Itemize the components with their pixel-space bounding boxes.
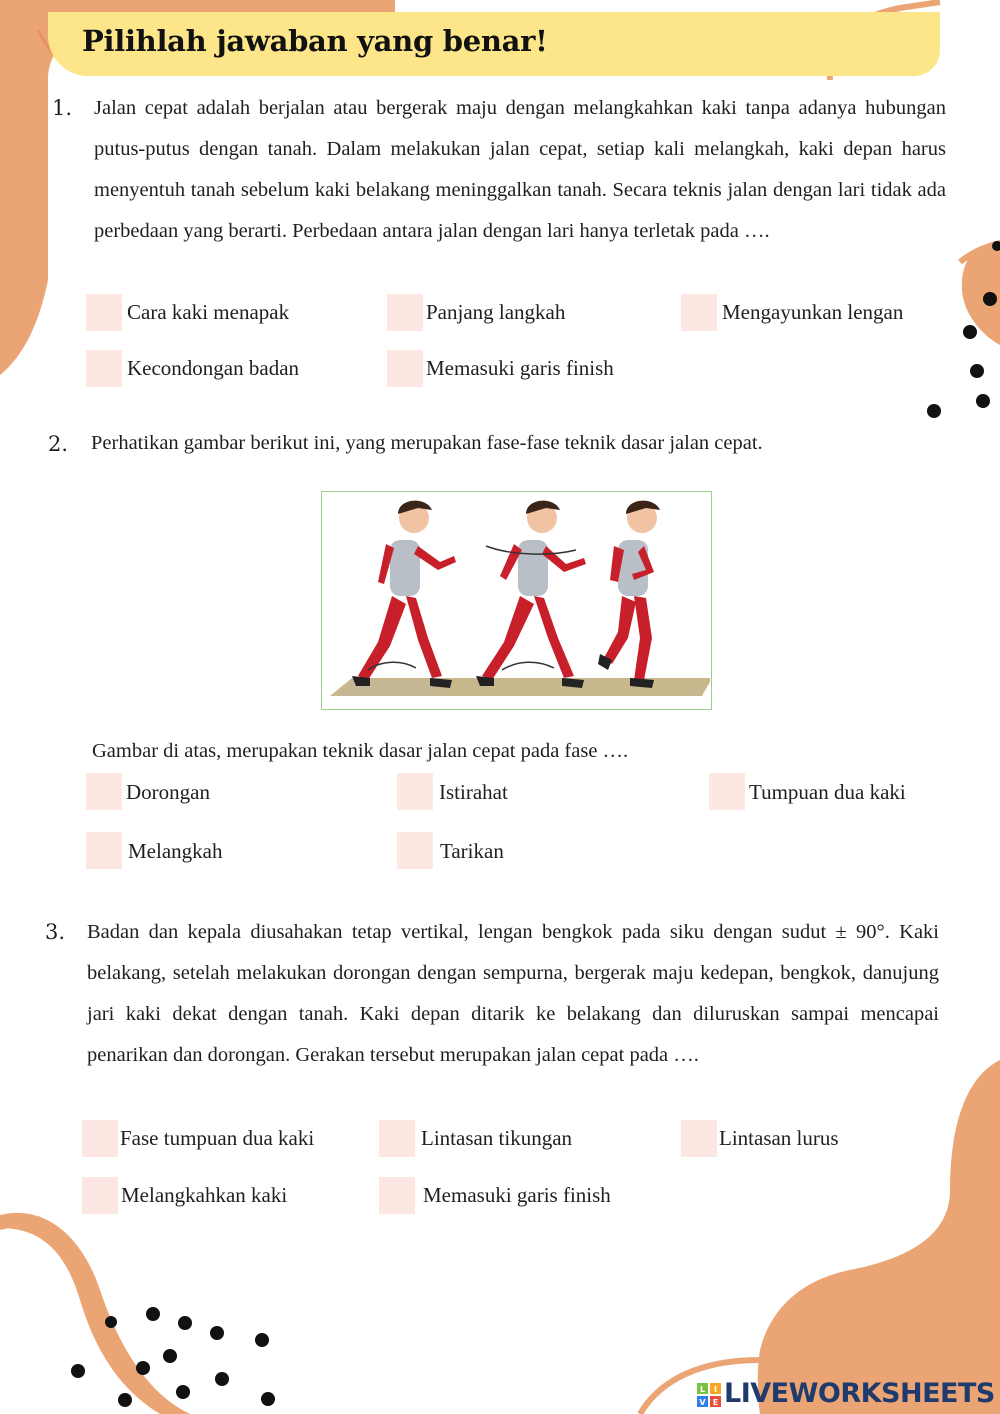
logo-letter: V [699,1398,706,1407]
race-walking-illustration [321,491,712,710]
liveworksheets-brand[interactable]: LIVEWORKSHEETS [724,1378,995,1409]
question-1-option: Panjang langkah [426,300,566,324]
answer-box[interactable] [86,832,122,869]
answer-box[interactable] [86,350,122,387]
liveworksheets-logo-icon [697,1383,721,1407]
logo-letter: E [712,1398,719,1407]
question-3-number: 3. [45,920,66,944]
answer-box[interactable] [681,294,717,331]
answer-box[interactable] [86,773,122,810]
answer-box[interactable] [387,294,423,331]
question-3-option: Melangkahkan kaki [121,1183,288,1207]
question-2-number: 2. [48,432,69,456]
answer-box[interactable] [86,294,122,331]
question-2-caption: Gambar di atas, merupakan teknik dasar jalan cepat pada fase …. [92,740,629,762]
logo-letter: L [699,1385,706,1394]
page-title: Pilihlah jawaban yang benar! [82,24,548,58]
question-1-number: 1. [52,96,73,120]
answer-box[interactable] [82,1120,118,1157]
answer-box[interactable] [82,1177,118,1214]
answer-box[interactable] [397,832,433,869]
question-2-option: Tumpuan dua kaki [749,780,906,804]
question-1-option: Memasuki garis finish [426,356,614,380]
logo-letter: I [714,1385,717,1394]
question-3-option: Lintasan tikungan [421,1126,573,1150]
question-2-option: Tarikan [440,839,504,863]
answer-box[interactable] [387,350,423,387]
answer-box[interactable] [397,773,433,810]
question-2-option: Dorongan [126,780,210,804]
answer-box[interactable] [379,1120,415,1157]
question-3-text: Badan dan kepala diusahakan tetap vertikal, lengan bengkok pada siku dengan sudut ± 90°. Kaki belakang, setelah melakukan dorongan dengan sempurna, bergerak maju kedepan, bengkok, danujung jari kaki dekat dengan tanah. Kaki depan ditarik ke belakang dan diluruskan sampai mencapai penarikan dan dorongan. Gerakan tersebut merupakan jalan cepat pada …. [87,921,939,1066]
question-1-text: Jalan cepat adalah berjalan atau bergerak maju dengan melangkahkan kaki tanpa adanya hubungan putus-putus dengan tanah. Dalam melakukan jalan cepat, setiap kali melangkah, kaki depan harus menyentuh tanah sebelum kaki belakang meninggalkan tanah. Secara teknis jalan dengan lari tidak ada perbedaan yang berarti. Perbedaan antara jalan dengan lari hanya terletak pada …. [94,97,946,242]
answer-box[interactable] [709,773,745,810]
question-2-option: Melangkah [128,839,223,863]
question-1-option: Cara kaki menapak [127,300,290,324]
answer-box[interactable] [681,1120,717,1157]
question-1-option: Kecondongan badan [127,356,300,380]
answer-box[interactable] [379,1177,415,1214]
question-2-option: Istirahat [439,780,508,804]
question-2-text: Perhatikan gambar berikut ini, yang merupakan fase-fase teknik dasar jalan cepat. [91,432,763,454]
question-3-option: Fase tumpuan dua kaki [120,1126,315,1150]
question-1-option: Mengayunkan lengan [722,300,904,324]
question-3-option: Lintasan lurus [719,1126,839,1150]
question-3-option: Memasuki garis finish [423,1183,611,1207]
